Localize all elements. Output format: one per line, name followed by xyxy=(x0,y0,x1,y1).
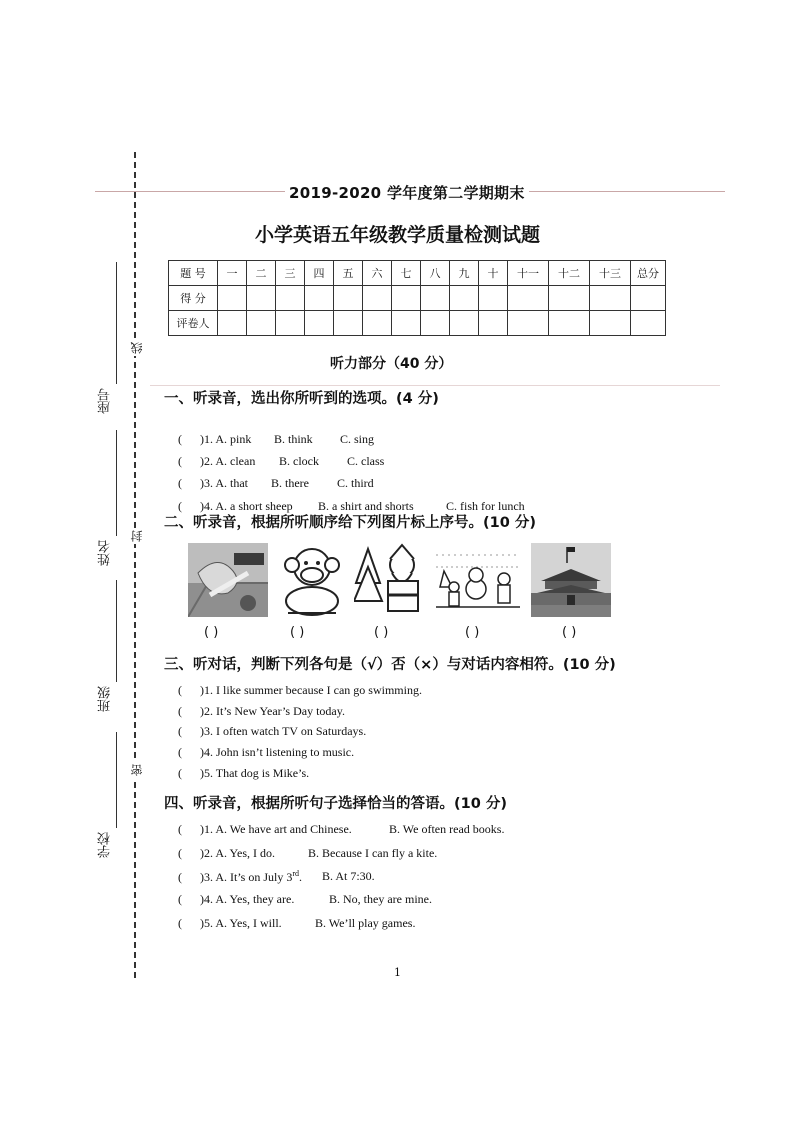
section2-title: 二、听录音，根据所听顺序给下列图片标上序号。(10 分) xyxy=(164,515,536,531)
score-row-label: 得 分 xyxy=(169,286,218,311)
section4-item: ( )5. A. Yes, I will. B. We’ll play games. xyxy=(178,916,416,930)
class-field[interactable] xyxy=(116,580,117,682)
cut-mark-seal: 封 xyxy=(130,530,144,542)
knife-hands-image xyxy=(188,543,268,617)
score-cell[interactable] xyxy=(218,286,247,311)
cut-mark-secret: 密 xyxy=(130,764,144,776)
section4-item: ( )2. A. Yes, I do. B. Because I can fly a kite. xyxy=(178,846,438,860)
section4-title: 四、听录音，根据所听句子选择恰当的答语。(10 分) xyxy=(164,796,507,812)
section-divider xyxy=(150,385,720,386)
score-header-cell: 六 xyxy=(363,261,392,286)
section3-item: ( )1. I like summer because I can go swimming. xyxy=(178,683,422,697)
score-header-cell: 九 xyxy=(450,261,479,286)
grader-cell[interactable] xyxy=(590,311,631,336)
section3-item: ( )5. That dog is Mike’s. xyxy=(178,766,310,780)
section4-item: ( )4. A. Yes, they are. B. No, they are mine. xyxy=(178,892,432,906)
exam-year-title: 2019-2020 学年度第二学期期末 xyxy=(285,182,529,203)
section1-item: ( )4. A. a short sheep B. a shirt and shorts C. fish for lunch xyxy=(178,499,525,513)
grader-cell[interactable] xyxy=(549,311,590,336)
score-cell[interactable] xyxy=(276,286,305,311)
section1-item: ( )1. A. pink B. think C. sing xyxy=(178,432,375,446)
grader-cell[interactable] xyxy=(631,311,666,336)
score-header-cell: 十二 xyxy=(549,261,590,286)
section1-item: ( )2. A. clean B. clock C. class xyxy=(178,454,385,468)
section4-item: ( )3. A. It’s on July 3rd. B. At 7:30. xyxy=(178,869,375,884)
answer-paren[interactable]: ( xyxy=(178,822,182,836)
score-cell[interactable] xyxy=(590,286,631,311)
score-table xyxy=(168,260,666,336)
score-cell[interactable] xyxy=(392,286,421,311)
seat-number-label: 座号 xyxy=(98,388,113,414)
snowman-winter-image xyxy=(436,543,520,617)
answer-paren[interactable]: ( xyxy=(178,683,182,697)
page-number: 1 xyxy=(394,966,401,979)
cut-mark-line: 线 xyxy=(130,342,144,354)
grader-cell[interactable] xyxy=(508,311,549,336)
score-header-cell: 四 xyxy=(305,261,334,286)
santa-christmas-tree-image xyxy=(354,543,428,617)
picture-answer-bracket[interactable]: ( ) xyxy=(465,625,480,640)
picture-answer-bracket[interactable]: ( ) xyxy=(290,625,305,640)
answer-paren[interactable]: ( xyxy=(178,916,182,930)
exam-main-title: 小学英语五年级教学质量检测试题 xyxy=(255,224,541,246)
section1-item: ( )3. A. that B. there C. third xyxy=(178,476,374,490)
score-header-cell: 五 xyxy=(334,261,363,286)
answer-paren[interactable]: ( xyxy=(178,870,182,884)
score-cell[interactable] xyxy=(334,286,363,311)
score-header-cell: 七 xyxy=(392,261,421,286)
school-label: 学校 xyxy=(98,832,113,858)
grader-cell[interactable] xyxy=(392,311,421,336)
score-cell[interactable] xyxy=(450,286,479,311)
section3-item: ( )2. It’s New Year’s Day today. xyxy=(178,704,345,718)
grader-cell[interactable] xyxy=(479,311,508,336)
grader-cell[interactable] xyxy=(421,311,450,336)
score-cell[interactable] xyxy=(549,286,590,311)
score-cell[interactable] xyxy=(363,286,392,311)
section1-title: 一、听录音，选出你所听到的选项。(4 分) xyxy=(164,391,439,407)
score-header-cell: 二 xyxy=(247,261,276,286)
grader-cell[interactable] xyxy=(363,311,392,336)
class-label: 班级 xyxy=(98,686,113,712)
score-cell[interactable] xyxy=(631,286,666,311)
grader-cell[interactable] xyxy=(276,311,305,336)
listening-part-heading: 听力部分（40 分） xyxy=(330,356,453,372)
answer-paren[interactable]: ( xyxy=(178,724,182,738)
picture-answer-bracket[interactable]: ( ) xyxy=(374,625,389,640)
grader-cell[interactable] xyxy=(334,311,363,336)
grader-cell[interactable] xyxy=(247,311,276,336)
score-cell[interactable] xyxy=(508,286,549,311)
picture-answer-bracket[interactable]: ( ) xyxy=(562,625,577,640)
answer-paren[interactable]: ( xyxy=(178,766,182,780)
section3-title: 三、听对话，判断下列各句是（√）否（×）与对话内容相符。(10 分) xyxy=(164,657,616,673)
monkey-image xyxy=(276,543,348,617)
answer-paren[interactable]: ( xyxy=(178,704,182,718)
section4-item: ( )1. A. We have art and Chinese. B. We often read books. xyxy=(178,822,505,836)
score-header-cell: 十三 xyxy=(590,261,631,286)
score-header-cell: 一 xyxy=(218,261,247,286)
answer-paren[interactable]: ( xyxy=(178,499,182,513)
student-name-field[interactable] xyxy=(116,430,117,536)
score-cell[interactable] xyxy=(421,286,450,311)
grader-cell[interactable] xyxy=(305,311,334,336)
answer-paren[interactable]: ( xyxy=(178,846,182,860)
score-header-cell: 三 xyxy=(276,261,305,286)
binding-dashed-line xyxy=(134,152,136,978)
answer-paren[interactable]: ( xyxy=(178,745,182,759)
answer-paren[interactable]: ( xyxy=(178,454,182,468)
seat-number-field[interactable] xyxy=(116,262,117,384)
score-cell[interactable] xyxy=(247,286,276,311)
score-cell[interactable] xyxy=(479,286,508,311)
answer-paren[interactable]: ( xyxy=(178,432,182,446)
grader-row-label: 评卷人 xyxy=(169,311,218,336)
answer-paren[interactable]: ( xyxy=(178,476,182,490)
score-header-cell: 十一 xyxy=(508,261,549,286)
school-field[interactable] xyxy=(116,732,117,828)
section3-item: ( )3. I often watch TV on Saturdays. xyxy=(178,724,367,738)
tiananmen-image xyxy=(531,543,611,617)
score-header-cell: 十 xyxy=(479,261,508,286)
score-cell[interactable] xyxy=(305,286,334,311)
answer-paren[interactable]: ( xyxy=(178,892,182,906)
student-name-label: 姓名 xyxy=(98,540,113,566)
picture-answer-bracket[interactable]: ( ) xyxy=(204,625,219,640)
grader-cell[interactable] xyxy=(218,311,247,336)
section3-item: ( )4. John isn’t listening to music. xyxy=(178,745,355,759)
grader-cell[interactable] xyxy=(450,311,479,336)
score-header-cell: 题 号 xyxy=(169,261,218,286)
score-header-cell: 八 xyxy=(421,261,450,286)
score-header-cell: 总分 xyxy=(631,261,666,286)
